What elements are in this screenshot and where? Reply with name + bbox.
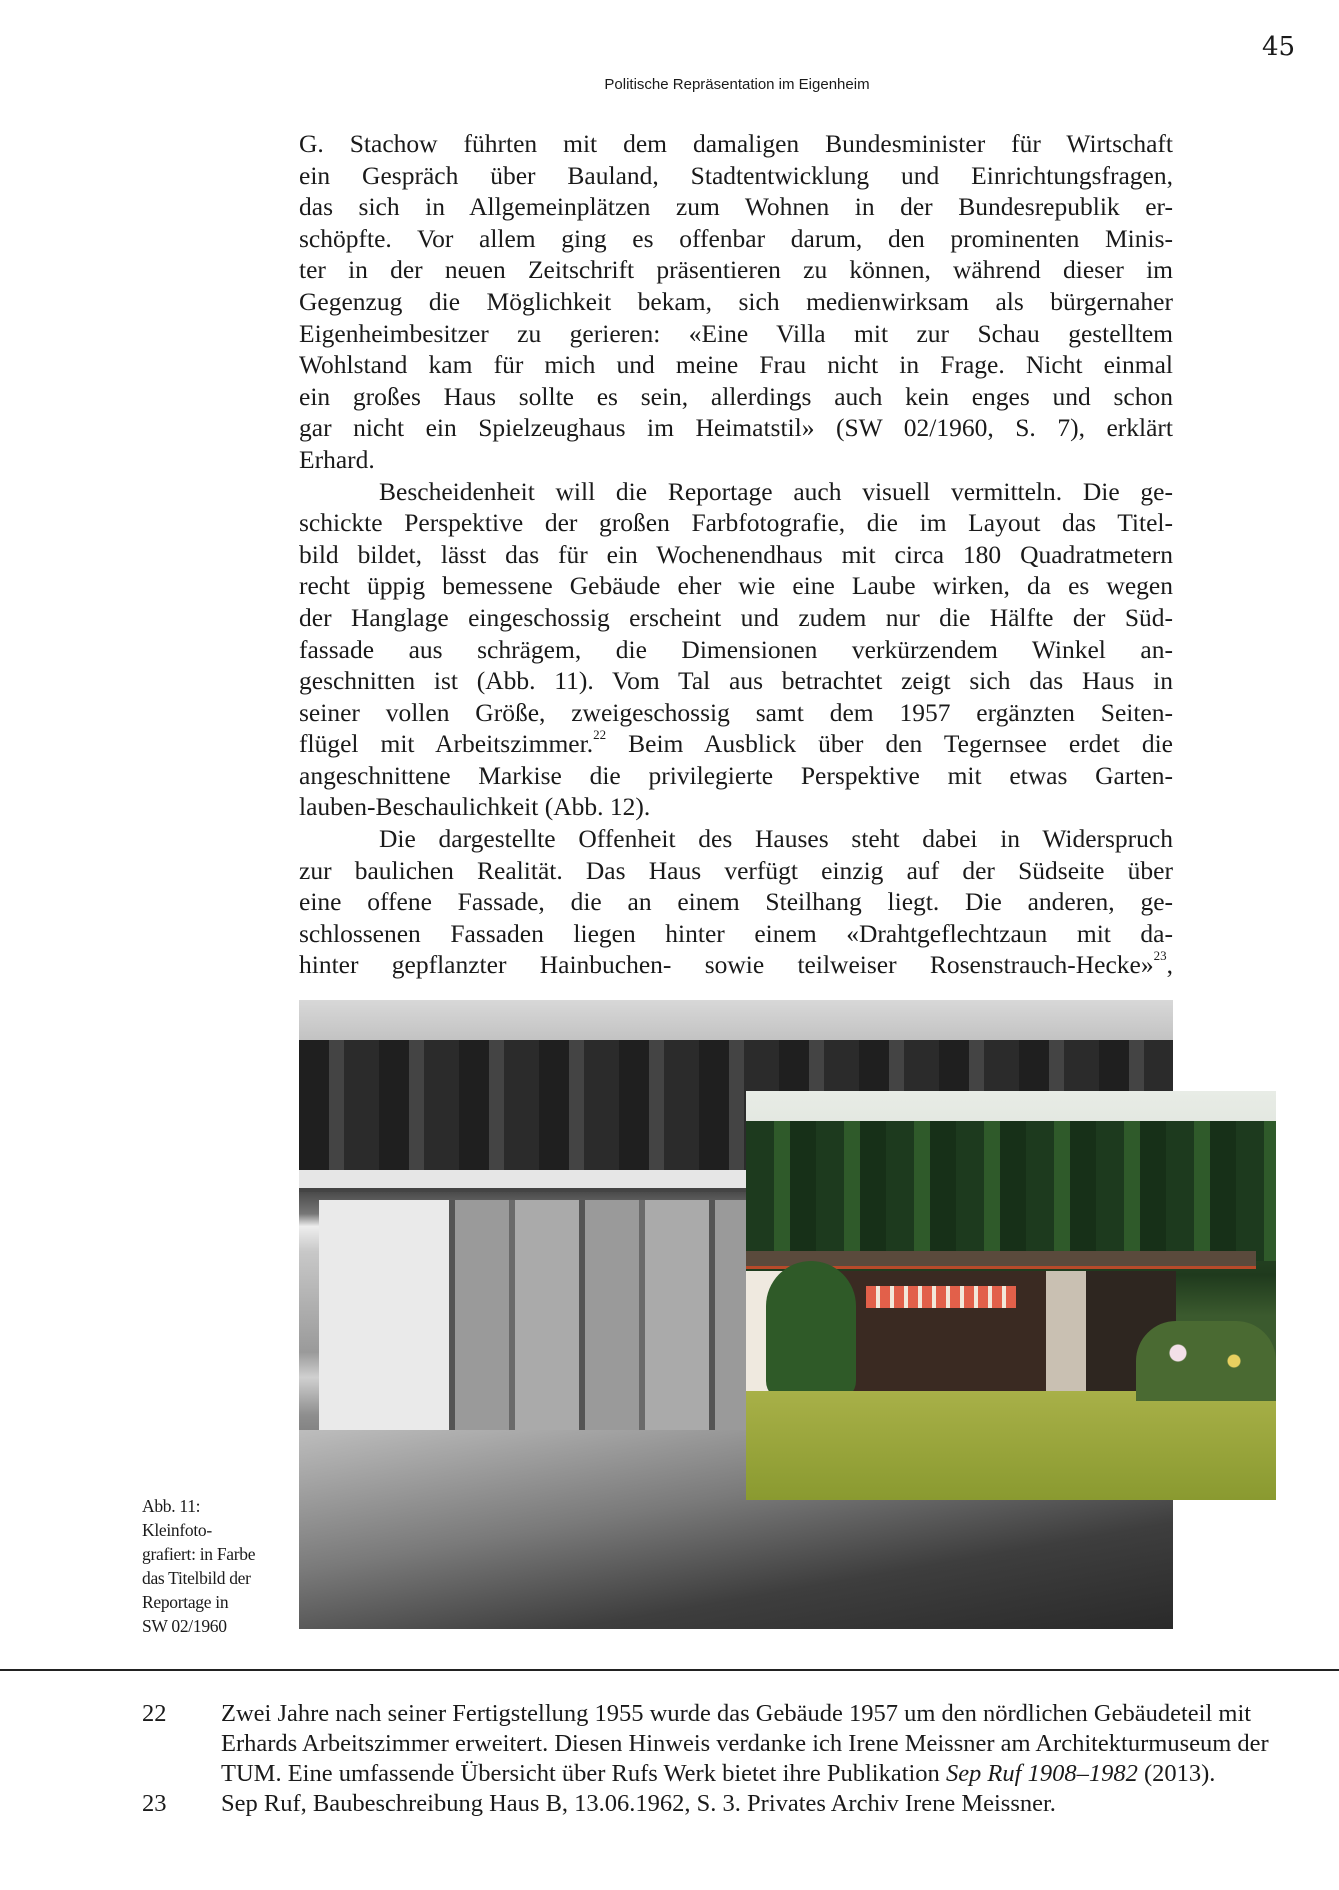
- color-house-photo: [746, 1091, 1276, 1500]
- text-fragment: Zwei Jahre nach seiner Fertigstellung 1955 wurde das Gebäude 1957 um den nördlichen Gebäudeteil mit Erhards Arbeitszimmer erweitert. Diesen Hinweis verdanke ich Irene Meissner am Architekturmuseum der TUM. Eine umfassende Übersicht über Rufs Werk bietet ihre Publikation: [221, 1700, 1269, 1787]
- text-line: angeschnittene Markise die privilegierte Perspektive mit etwas Garten-: [299, 760, 1173, 790]
- text-line: geschnitten ist (Abb. 11). Vom Tal aus betrachtet zeigt sich das Haus in: [299, 666, 1173, 696]
- footnote-number: 23: [142, 1790, 167, 1817]
- text-line: das sich in Allgemeinplätzen zum Wohnen in der Bundesrepublik er-: [299, 192, 1173, 222]
- footnote-divider: [0, 1669, 1339, 1671]
- text-line: bild bildet, lässt das für ein Wochenendhaus mit circa 180 Quadratmetern: [299, 539, 1173, 569]
- text-line: G. Stachow führten mit dem damaligen Bundesminister für Wirtschaft: [299, 129, 1173, 158]
- footnote-ref-23[interactable]: 23: [1153, 948, 1167, 964]
- caption-line: Abb. 11:: [142, 1496, 201, 1516]
- footnote-text: [221, 1699, 1282, 1789]
- text-line: ter in der neuen Zeitschrift präsentieren zu können, während dieser im: [299, 255, 1173, 285]
- caption-line: Reportage in: [142, 1592, 229, 1612]
- text-line: zur baulichen Realität. Das Haus verfügt einzig auf der Südseite über: [299, 855, 1173, 885]
- paragraph-1: [299, 128, 1173, 476]
- text-line: Wohlstand kam für mich und meine Frau nicht in Frage. Nicht einmal: [299, 350, 1173, 380]
- text-line: Gegenzug die Möglichkeit bekam, sich medienwirksam als bürgernaher: [299, 286, 1173, 316]
- text-line: ein Gespräch über Bauland, Stadtentwicklung und Einrichtungsfragen,: [299, 160, 1173, 190]
- text-fragment: Beim Ausblick über den Tegernsee erdet die: [606, 729, 1174, 759]
- body-text: [299, 128, 1173, 981]
- caption-line: SW 02/1960: [142, 1616, 227, 1636]
- running-head: Politische Repräsentation im Eigenheim: [604, 76, 870, 93]
- caption-line: das Titelbild der: [142, 1568, 251, 1588]
- paragraph-2: [299, 476, 1173, 729]
- text-line: [299, 728, 1173, 760]
- page-number: 45: [1262, 32, 1296, 62]
- color-flowers: [1136, 1321, 1276, 1401]
- footnote-23: [142, 1789, 1282, 1819]
- footnote-22: [142, 1699, 1282, 1789]
- figure-caption: [142, 1494, 255, 1638]
- bw-wall: [319, 1200, 449, 1430]
- footnote-number: 22: [142, 1700, 167, 1727]
- color-lawn: [746, 1391, 1276, 1500]
- paragraph-3: [299, 823, 1173, 949]
- caption-line: Kleinfoto-: [142, 1520, 212, 1540]
- color-bush: [766, 1261, 856, 1401]
- text-line: gar nicht ein Spielzeughaus im Heimatstil» (SW 02/1960, S. 7), erklärt: [299, 413, 1173, 443]
- text-line: der Hanglage eingeschossig erscheint und zudem nur die Hälfte der Süd-: [299, 602, 1173, 632]
- text-line: seiner vollen Größe, zweigeschossig samt dem 1957 ergänzten Seiten-: [299, 697, 1173, 727]
- text-line: recht üppig bemessene Gebäude eher wie eine Laube wirken, da es wegen: [299, 571, 1173, 601]
- text-line: fassade aus schrägem, die Dimensionen verkürzendem Winkel an-: [299, 634, 1173, 664]
- text-line: Eigenheimbesitzer zu gerieren: «Eine Villa mit zur Schau gestelltem: [299, 318, 1173, 348]
- color-awning: [866, 1286, 1016, 1308]
- text-fragment: ,: [1166, 950, 1173, 980]
- footnote-text: Sep Ruf, Baubeschreibung Haus B, 13.06.1962, S. 3. Privates Archiv Irene Meissner.: [221, 1790, 1056, 1817]
- footnote-ref-22[interactable]: 22: [593, 727, 607, 743]
- text-line: Bescheidenheit will die Reportage auch visuell vermitteln. Die ge-: [379, 476, 1173, 506]
- text-fragment: flügel mit Arbeitszimmer.: [299, 729, 594, 759]
- caption-line: grafiert: in Farbe: [142, 1544, 256, 1564]
- text-fragment: hinter gepflanzter Hainbuchen- sowie teilweiser Rosenstrauch-Hecke»: [299, 950, 1154, 980]
- paragraph-2-rest: [299, 760, 1173, 823]
- text-line: schlossenen Fassaden liegen hinter einem «Drahtgeflechtzaun mit da-: [299, 918, 1173, 948]
- footnotes: [142, 1699, 1282, 1819]
- publication-title: Sep Ruf 1908–1982: [945, 1760, 1138, 1787]
- text-line: Erhard.: [299, 444, 375, 474]
- text-line: eine offene Fassade, die an einem Steilhang liegt. Die anderen, ge-: [299, 887, 1173, 917]
- text-line: schickte Perspektive der großen Farbfotografie, die im Layout das Titel-: [299, 508, 1173, 538]
- text-line: schöpfte. Vor allem ging es offenbar darum, den prominenten Minis-: [299, 223, 1173, 253]
- text-line: [299, 949, 1173, 981]
- text-fragment: (2013).: [1137, 1760, 1216, 1787]
- text-line: ein großes Haus sollte es sein, allerdings auch kein enges und schon: [299, 381, 1173, 411]
- color-trees: [746, 1121, 1276, 1261]
- text-line: lauben-Beschaulichkeit (Abb. 12).: [299, 792, 651, 822]
- text-line: Die dargestellte Offenheit des Hauses steht dabei in Widerspruch: [379, 824, 1173, 854]
